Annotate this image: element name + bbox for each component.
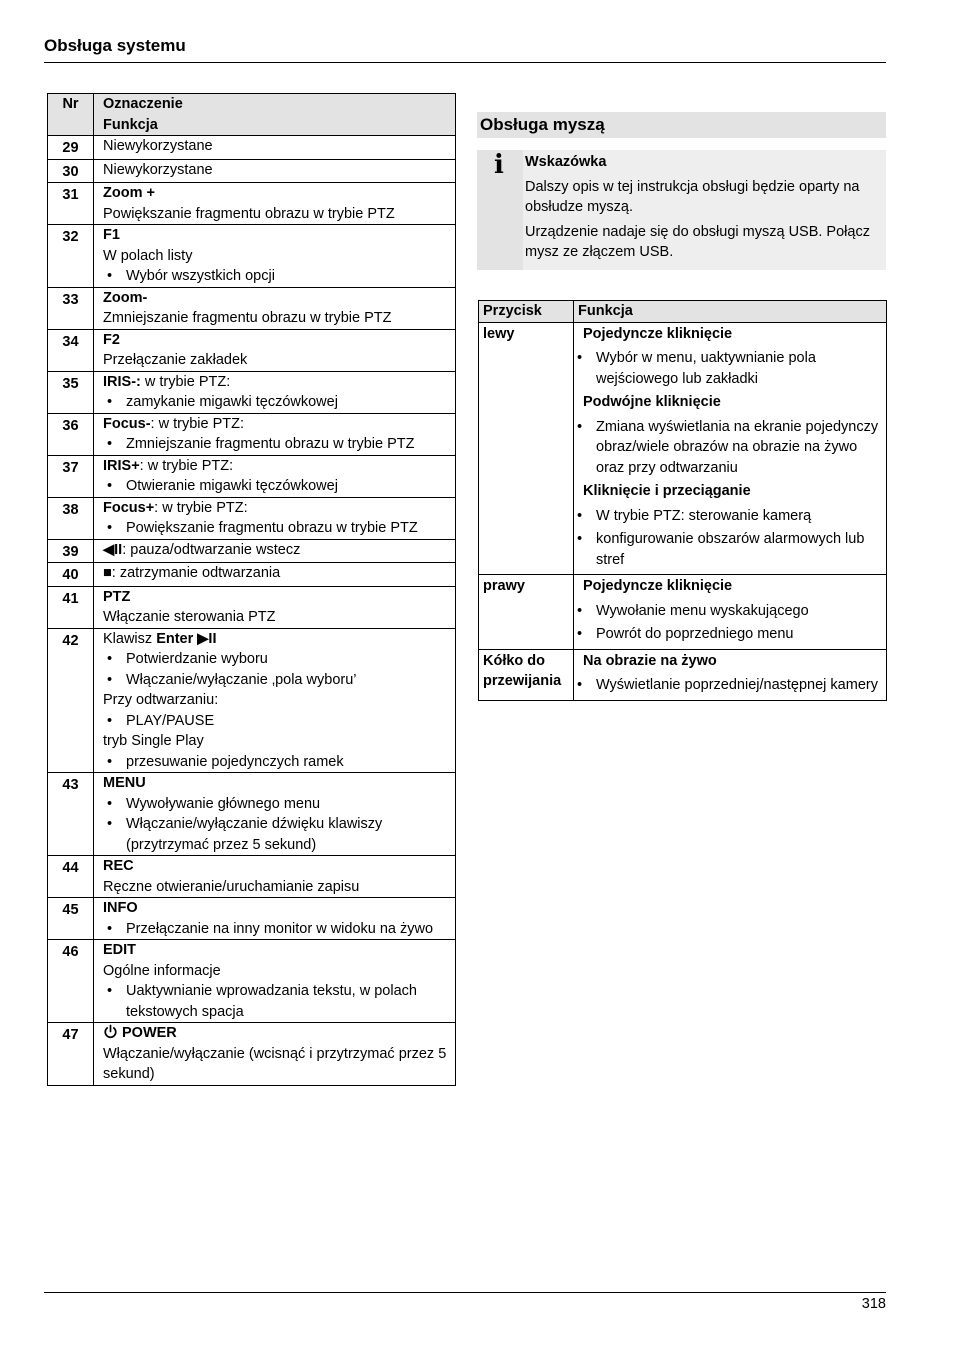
row-content [94, 136, 456, 160]
row-number: 38 [48, 497, 94, 539]
row-number: 40 [48, 563, 94, 587]
table-row [48, 455, 456, 497]
mouse-action-list [583, 601, 882, 645]
row-title: MENU [103, 775, 146, 791]
mouse-action-title: Pojedyncze kliknięcie [583, 325, 733, 342]
row-suffix: : zatrzymanie odtwarzania [111, 565, 281, 581]
row-list [103, 752, 449, 773]
row-bullet: • Włączanie/wyłączanie ‚pola wyboru’ [103, 670, 449, 691]
row-number: 45 [48, 898, 94, 940]
row-number: 34 [48, 329, 94, 371]
row-title-line [103, 498, 449, 519]
row-number: 33 [48, 287, 94, 329]
row-content [94, 586, 456, 628]
row-title-line [103, 1023, 449, 1044]
row-title: REC [103, 858, 134, 874]
mouse-action-title: Podwójne kliknięcie [583, 394, 721, 410]
column-header-label [94, 94, 456, 136]
column-header-button: Przycisk [479, 301, 574, 323]
row-bullet: • przesuwanie pojedynczych ramek [103, 752, 449, 773]
row-bullet: • Potwierdzanie wyboru [103, 649, 449, 670]
row-content [94, 563, 456, 587]
row-title: POWER [122, 1025, 177, 1041]
row-text: Zmniejszanie fragmentu obrazu w trybie PTZ [103, 310, 392, 326]
mouse-button-name: Kółko do przewijania [479, 649, 574, 700]
mouse-action-title: Kliknięcie i przeciąganie [583, 483, 751, 499]
row-content [94, 287, 456, 329]
note-icon-cell [477, 150, 523, 270]
remote-keys-table [47, 93, 456, 1086]
row-list [103, 794, 449, 856]
note-body [525, 152, 881, 263]
row-title-line [103, 898, 449, 919]
row-content [94, 159, 456, 183]
row-prefix: Klawisz [103, 630, 157, 647]
mouse-action-bullet: • konfigurowanie obszarów alarmowych lub stref [574, 529, 882, 570]
mouse-action-title: Na obrazie na żywo [583, 652, 717, 669]
row-bullet: • Zmniejszanie fragmentu obrazu w trybie PTZ [103, 434, 449, 455]
column-header-label-2: Funkcja [103, 116, 158, 133]
row-text: W polach listy [103, 247, 193, 264]
column-header-function: Funkcja [574, 301, 887, 323]
table-row [48, 586, 456, 628]
table-row [48, 563, 456, 587]
mouse-functions-table [478, 300, 887, 701]
mouse-function-cell [574, 649, 887, 700]
info-icon: i [494, 150, 504, 180]
row-list [103, 392, 449, 413]
row-suffix: : pauza/odtwarzanie wstecz [122, 541, 301, 558]
table-row [48, 136, 456, 160]
row-list [103, 649, 449, 690]
table-row [48, 159, 456, 183]
mouse-action-bullet: • W trybie PTZ: sterowanie kamerą [574, 506, 882, 527]
row-list [103, 518, 449, 539]
mouse-table-header-row [479, 301, 887, 323]
row-content [94, 628, 456, 773]
row-content [94, 856, 456, 898]
row-title-line [103, 563, 449, 584]
row-title-line [103, 587, 449, 608]
mouse-action-title: Pojedyncze kliknięcie [583, 578, 733, 594]
header-rule [44, 62, 886, 63]
row-title: ◀II [103, 541, 123, 558]
mouse-table-row [479, 322, 887, 575]
row-list [103, 711, 449, 732]
row-suffix: : w trybie PTZ: [154, 499, 248, 516]
row-content [94, 773, 456, 856]
row-list [103, 434, 449, 455]
row-text: Niewykorzystane [103, 161, 213, 178]
row-list [103, 981, 449, 1022]
table-row [48, 329, 456, 371]
mouse-button-name: lewy [479, 322, 574, 575]
row-number: 44 [48, 856, 94, 898]
row-text: Niewykorzystane [103, 138, 213, 154]
row-title: Focus- [103, 415, 151, 432]
table-row [48, 940, 456, 1023]
mouse-action-bullet: • Powrót do poprzedniego menu [574, 624, 882, 645]
row-title-line [103, 414, 449, 435]
row-title-line [103, 330, 449, 351]
row-title: Zoom- [103, 289, 148, 306]
footer-rule [44, 1292, 886, 1293]
row-text: Przełączanie zakładek [103, 352, 248, 368]
table-row [48, 497, 456, 539]
row-text: Ręczne otwieranie/uruchamianie zapisu [103, 878, 360, 895]
row-title: EDIT [103, 942, 137, 958]
row-number: 30 [48, 159, 94, 183]
table-row [48, 539, 456, 563]
row-title-line [103, 773, 449, 794]
mouse-action-bullet: • Wybór w menu, uaktywnianie pola wejściowego lub zakładki [574, 348, 882, 389]
row-bullet: • Otwieranie migawki tęczówkowej [103, 476, 449, 497]
row-content [94, 455, 456, 497]
row-title-line [103, 940, 449, 961]
table-row [48, 898, 456, 940]
row-content [94, 940, 456, 1023]
table-row [48, 287, 456, 329]
table-row [48, 413, 456, 455]
row-title: Focus+ [103, 499, 155, 516]
row-number: 42 [48, 628, 94, 773]
table-row [48, 773, 456, 856]
note-title: Wskazówka [525, 154, 607, 170]
row-title-line [103, 540, 449, 561]
mouse-table-row [479, 649, 887, 700]
row-title: ■ [103, 565, 112, 581]
row-title-line [103, 629, 449, 650]
remote-keys-table-body [48, 136, 456, 1086]
row-content [94, 497, 456, 539]
mouse-action-list [583, 348, 882, 389]
row-number: 36 [48, 413, 94, 455]
mouse-action-list [583, 417, 882, 479]
row-bullet: • Wybór wszystkich opcji [103, 266, 449, 287]
row-title-line [103, 225, 449, 246]
row-number: 29 [48, 136, 94, 160]
row-text: Włączanie sterowania PTZ [103, 609, 276, 625]
row-number: 47 [48, 1023, 94, 1086]
mouse-action-list [583, 506, 882, 571]
row-number: 46 [48, 940, 94, 1023]
row-title: Zoom + [103, 185, 155, 201]
row-bullet: • zamykanie migawki tęczówkowej [103, 392, 449, 413]
row-content [94, 413, 456, 455]
row-list [103, 266, 449, 287]
row-number: 31 [48, 183, 94, 225]
mouse-action-bullet: • Zmiana wyświetlania na ekranie pojedynczy obraz/wiele obrazów na obrazie na żywo oraz przy odtwarzaniu [574, 417, 882, 479]
row-text: Włączanie/wyłączanie (wcisnąć i przytrzymać przez 5 sekund) [103, 1045, 447, 1082]
row-list [103, 476, 449, 497]
row-number: 32 [48, 225, 94, 288]
row-bullet: • Przełączanie na inny monitor w widoku na żywo [103, 919, 449, 940]
row-number: 39 [48, 539, 94, 563]
row-text: Ogólne informacje [103, 962, 221, 979]
table-row [48, 856, 456, 898]
row-suffix: w trybie PTZ: [140, 373, 231, 390]
row-title: F1 [103, 227, 120, 243]
row-text: tryb Single Play [103, 733, 204, 749]
mouse-function-cell [574, 575, 887, 650]
row-number: 35 [48, 371, 94, 413]
mouse-action-bullet: • Wyświetlanie poprzedniej/następnej kamery [574, 675, 882, 696]
mouse-table-row [479, 575, 887, 650]
row-title: F2 [103, 331, 120, 348]
row-content [94, 1023, 456, 1086]
row-text: Powiększanie fragmentu obrazu w trybie PTZ [103, 205, 395, 222]
row-bullet: • Wywoływanie głównego menu [103, 794, 449, 815]
row-title: Enter ▶II [156, 630, 217, 647]
column-header-label-1: Oznaczenie [103, 96, 183, 112]
mouse-action-bullet: • Wywołanie menu wyskakującego [574, 601, 882, 622]
row-number: 43 [48, 773, 94, 856]
power-icon [103, 1025, 122, 1041]
mouse-functions-table-body [479, 322, 887, 700]
row-title-line [103, 372, 449, 393]
row-bullet: • Uaktywnianie wprowadzania tekstu, w polach tekstowych spacja [103, 981, 449, 1022]
row-text: Przy odtwarzaniu: [103, 692, 219, 708]
table-row [48, 628, 456, 773]
table-header-row [48, 94, 456, 136]
table-row [48, 1023, 456, 1086]
row-bullet: • Włączanie/wyłączanie dźwięku klawiszy (przytrzymać przez 5 sekund) [103, 814, 449, 855]
row-title: INFO [103, 900, 138, 916]
note-paragraph-1: Dalszy opis w tej instrukcja obsługi będzie oparty na obsłudze myszą. [525, 178, 860, 215]
row-content [94, 539, 456, 563]
row-suffix: : w trybie PTZ: [150, 415, 244, 432]
row-content [94, 183, 456, 225]
row-title-line [103, 456, 449, 477]
row-title: PTZ [103, 588, 131, 605]
row-title: IRIS+ [103, 457, 140, 474]
row-content [94, 898, 456, 940]
table-row [48, 183, 456, 225]
row-bullet: • PLAY/PAUSE [103, 711, 449, 732]
mouse-function-cell [574, 322, 887, 575]
table-row [48, 371, 456, 413]
column-header-nr: Nr [48, 94, 94, 136]
row-list [103, 919, 449, 940]
row-number: 37 [48, 455, 94, 497]
section-title-mouse: Obsługa myszą [477, 112, 886, 138]
table-row [48, 225, 456, 288]
page-header-title: Obsługa systemu [44, 36, 186, 55]
note-paragraph-2: Urządzenie nadaje się do obsługi myszą USB. Połącz mysz ze złączem USB. [525, 223, 870, 260]
mouse-button-name: prawy [479, 575, 574, 650]
row-title-line [103, 856, 449, 877]
page-number: 318 [861, 1296, 886, 1312]
row-number: 41 [48, 586, 94, 628]
note-box [477, 150, 886, 270]
mouse-action-list [583, 675, 882, 696]
row-bullet: • Powiększanie fragmentu obrazu w trybie PTZ [103, 518, 449, 539]
row-title-line [103, 288, 449, 309]
row-title: IRIS-: [103, 373, 141, 390]
row-content [94, 225, 456, 288]
row-content [94, 371, 456, 413]
row-title-line [103, 183, 449, 204]
row-content [94, 329, 456, 371]
row-suffix: : w trybie PTZ: [139, 457, 234, 474]
